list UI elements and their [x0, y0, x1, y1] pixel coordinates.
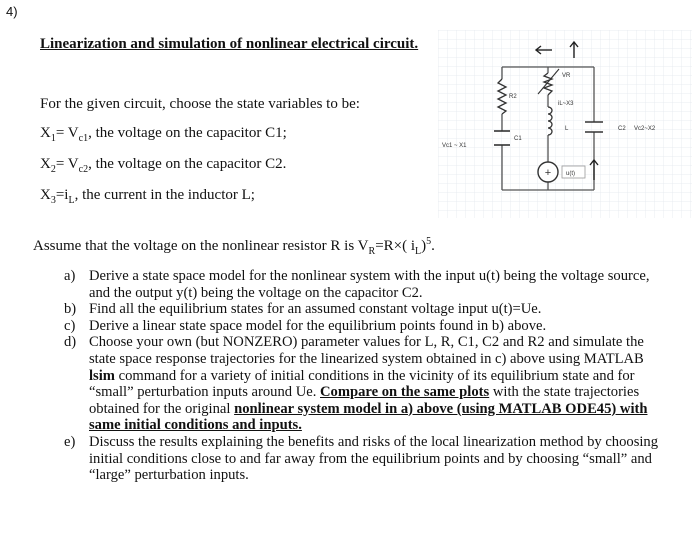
- label-c1: C1: [514, 136, 522, 142]
- label-il: iL~X3: [558, 101, 574, 107]
- question-e: [64, 434, 664, 484]
- label-vc2: Vc2~X2: [634, 126, 656, 132]
- state-x1: $X_1= V_{c1}$, the voltage on the capacitor C1;: [40, 125, 287, 144]
- question-b-text: Find all the equilibrium states for an assumed constant voltage input u(t)=Ue.: [89, 301, 542, 318]
- question-c: [64, 318, 664, 335]
- label-l: L: [565, 126, 569, 132]
- question-b-letter: b): [64, 301, 77, 318]
- question-d: [64, 334, 664, 434]
- question-d-text-3: with the state trajectories obtained for the original: [89, 384, 640, 417]
- question-e-letter: e): [64, 433, 76, 450]
- label-r2: R2: [509, 94, 517, 100]
- question-d-letter: d): [64, 334, 77, 351]
- source-plus: +: [544, 167, 552, 179]
- label-u: u(t): [566, 171, 575, 177]
- lsim-command: lsim: [89, 367, 115, 384]
- label-vc1: Vc1 ~ X1: [442, 143, 467, 149]
- state-x3: $X_3=i_L$, the current in the inductor L;: [40, 187, 255, 206]
- question-a-text: Derive a state space model for the nonlinear system with the input u(t) being the voltage source, and the output y(t) being the voltage on the capacitor C2.: [89, 268, 650, 301]
- question-b: [64, 301, 664, 318]
- question-a-letter: a): [64, 268, 76, 284]
- state-x2: $X_2= V_{c2}$, the voltage on the capacitor C2.: [40, 156, 287, 175]
- question-e-text: Discuss the results explaining the benefits and risks of the local linearization method by choosing initial conditions close to and far away from the equilibrium points and by choosing “small” and “large” perturbation inputs.: [89, 433, 659, 484]
- nonlinear-model-emphasis: nonlinear system model in a) above (using MATLAB ODE45) with same initial conditions and inputs.: [89, 400, 648, 434]
- circuit-diagram: [438, 30, 700, 220]
- intro-text: For the given circuit, choose the state variables to be:: [40, 96, 360, 112]
- question-d-text-2: command for a variety of initial conditions in the vicinity of its equilibrium state and for “small” perturbation inputs around Ue.: [89, 367, 635, 401]
- problem-title: Linearization and simulation of nonlinear electrical circuit.: [40, 36, 419, 52]
- question-c-text: Derive a linear state space model for the equilibrium points found in b) above.: [89, 317, 547, 334]
- question-a: [64, 268, 664, 301]
- label-vr: VR: [562, 73, 571, 79]
- question-d-text-1: Choose your own (but NONZERO) parameter values for L, R, C1, C2 and R2 and simulate the state space response trajectories for the linearized system obtained in c) above using MATLAB: [89, 334, 644, 367]
- question-c-letter: c): [64, 317, 76, 334]
- question-list: [64, 268, 664, 484]
- label-c2: C2: [618, 126, 626, 132]
- assumption-text: Assume that the voltage on the nonlinear resistor R is $V_R=R\times$( $i_L)^5$.: [33, 236, 435, 257]
- problem-number: 4): [6, 4, 18, 19]
- compare-emphasis: Compare on the same plots: [320, 384, 490, 401]
